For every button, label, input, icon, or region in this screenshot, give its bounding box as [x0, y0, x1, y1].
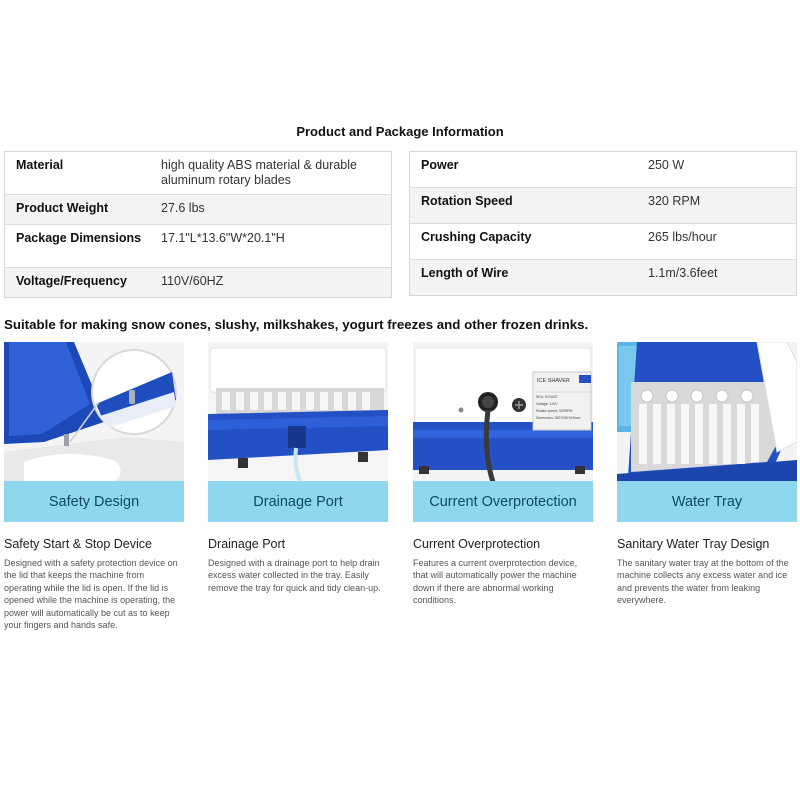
spec-row	[5, 152, 392, 195]
label-plate-line: Voltage: 110V	[536, 402, 558, 406]
spec-row	[410, 260, 797, 296]
feature-title: Sanitary Water Tray Design	[617, 537, 770, 551]
feature-title: Drainage Port	[208, 537, 286, 551]
feature-caption: Drainage Port	[208, 481, 388, 522]
usage-headline: Suitable for making snow cones, slushy, milkshakes, yogurt freezes and other frozen drinks.	[4, 317, 589, 332]
feature-caption: Current Overprotection	[413, 481, 593, 522]
drainage-port-photo	[208, 342, 388, 522]
feature-title: Current Overprotection	[413, 537, 541, 551]
spec-row	[410, 224, 797, 260]
spec-label: Material	[16, 158, 64, 172]
safety-lid-photo	[4, 342, 184, 522]
spec-value: 265 lbs/hour	[648, 230, 717, 244]
spec-label: Rotation Speed	[421, 194, 513, 208]
feature-card-safety	[4, 342, 184, 631]
spec-label: Crushing Capacity	[421, 230, 532, 244]
feature-description: Features a current overprotection device, that will automatically power the machine down if there are abnormal working conditions.	[413, 558, 578, 606]
spec-value: 320 RPM	[648, 194, 701, 208]
label-plate-line: SKU: SY4437	[536, 395, 558, 399]
spec-value: 250 W	[648, 158, 685, 172]
feature-card-drainage	[208, 342, 388, 594]
spec-label: Voltage/Frequency	[16, 274, 127, 288]
spec-value: 110V/60HZ	[161, 274, 224, 288]
water-tray-photo	[617, 342, 797, 522]
spec-row	[5, 195, 392, 225]
spec-row	[410, 152, 797, 188]
spec-value: high quality ABS material & durable aluminum rotary blades	[161, 158, 357, 187]
feature-description: Designed with a drainage port to help drain excess water collected in the tray. Easily remove the tray for quick and tidy clean-up.	[208, 558, 381, 593]
label-plate-line: Rotate speed: 320RPM	[536, 409, 573, 413]
spec-label: Product Weight	[16, 201, 109, 215]
label-plate-line: Dimension: 250*336*415mm	[536, 416, 581, 420]
spec-table-right	[409, 151, 797, 296]
spec-row	[5, 225, 392, 268]
spec-value: 27.6 lbs	[161, 201, 205, 215]
spec-value: 1.1m/3.6feet	[648, 266, 718, 280]
feature-description: Designed with a safety protection device on the lid that keeps the machine from operating while the lid is open. If the lid is opened while the machine is operating, the power will automatically be cut as to keep your fingers and hands safe.	[4, 558, 178, 631]
spec-label: Package Dimensions	[16, 231, 142, 245]
label-plate-brand: ICE SHAVER	[537, 378, 570, 384]
overprotection-photo	[413, 342, 593, 522]
feature-card-water-tray	[617, 342, 797, 607]
spec-table-left	[4, 151, 392, 298]
feature-caption: Safety Design	[4, 481, 184, 522]
spec-row	[410, 188, 797, 224]
spec-label: Power	[421, 158, 459, 172]
feature-caption: Water Tray	[617, 481, 797, 522]
spec-row	[5, 268, 392, 298]
feature-title: Safety Start & Stop Device	[4, 537, 152, 551]
section-title: Product and Package Information	[296, 124, 504, 139]
spec-label: Length of Wire	[421, 266, 509, 280]
feature-card-overprotection	[413, 342, 593, 607]
spec-value: 17.1"L*13.6"W*20.1"H	[161, 231, 285, 245]
feature-description: The sanitary water tray at the bottom of the machine collects any excess water and ice and prevents the water from leaking everywhere.	[617, 558, 789, 606]
